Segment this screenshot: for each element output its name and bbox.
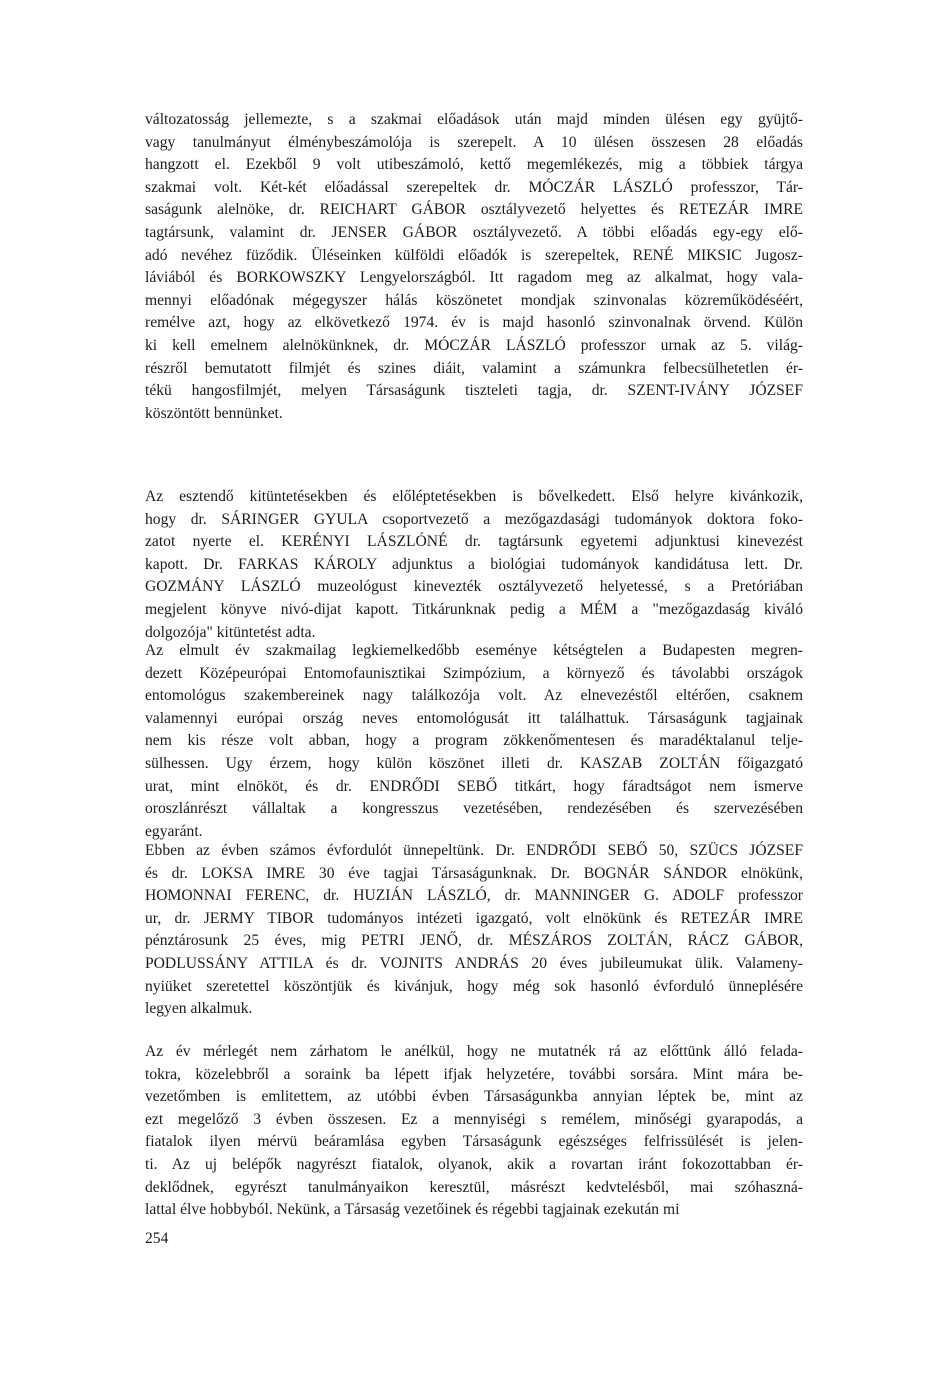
text-line: megjelent könyve nivó-dijat kapott. Titkárunknak pedig a MÉM a "mezőgazdaság kiváló	[145, 600, 803, 618]
text-line: tagtársunk, valamint dr. JENSER GÁBOR osztályvezető. A többi előadás egy-egy elő-	[145, 223, 803, 241]
text-line: ur, dr. JERMY TIBOR tudományos intézeti igazgató, volt elnökünk és RETEZÁR IMRE	[145, 909, 803, 927]
text-line: saságunk alelnöke, dr. REICHART GÁBOR osztályvezető helyettes és RETEZÁR IMRE	[145, 201, 803, 219]
text-line: Az esztendő kitüntetésekben és előléptetésekben is bővelkedett. Első helyre kivánkozik,	[145, 488, 803, 505]
text-line: Az év mérlegét nem zárhatom le anélkül, hogy ne mutatnék rá az előttünk álló felada-	[145, 1043, 803, 1060]
text-line: entomológus szakembereinek nagy találkozója volt. Az elnevezéstől eltérően, csaknem	[145, 687, 803, 705]
text-line: HOMONNAI FERENC, dr. HUZIÁN LÁSZLÓ, dr. MANNINGER G. ADOLF professzor	[145, 887, 803, 905]
text-line: legyen alkalmuk.	[145, 1000, 253, 1018]
paragraph-lectures	[145, 109, 803, 425]
text-line: vezetőmben is emlitettem, az utóbbi évben Társaságunkba annyian léptek be, mint az	[145, 1088, 803, 1106]
text-line: remélve azt, hogy az elkövetkező 1974. év is majd hasonló szinvonalnak örvend. Külön	[145, 314, 803, 332]
text-line: Ebben az évben számos évfordulót ünnepeltünk. Dr. ENDRŐDI SEBŐ 50, SZÜCS JÓZSEF	[145, 842, 803, 859]
text-line: hangzott el. Ezekből 9 volt utibeszámoló, kettő megemlékezés, mig a többiek tárgya	[145, 156, 803, 174]
paragraph-anniversaries	[145, 840, 803, 1021]
text-line: tokra, közelebbről a soraink ba lépett ifjak helyzetére, további sorsára. Mint mára be-	[145, 1065, 803, 1083]
text-line: tékü hangosfilmjét, melyen Társaságunk tiszteleti tagja, dr. SZENT-IVÁNY JÓZSEF	[145, 382, 803, 400]
text-line: részről bemutatott filmjét és szines diáit, valamint a számunkra felbecsülhetetlen ér-	[145, 359, 803, 377]
paragraph-new-members	[145, 1041, 803, 1222]
text-line: vagy tanulmányut élménybeszámolója is szerepelt. A 10 ülésen összesen 28 előadás	[145, 133, 803, 151]
text-line: oroszlánrészt vállaltak a kongresszus vezetésében, rendezésében és szervezésében	[145, 800, 803, 818]
text-line: ti. Az uj belépők nagyrészt fiatalok, olyanok, akik a rovartan iránt fokozottabban ér-	[145, 1155, 803, 1173]
text-line: ezt megelőző 3 évben összesen. Ez a mennyiségi s remélem, minőségi gyarapodás, a	[145, 1110, 803, 1128]
text-line: adó nevéhez füződik. Üléseinken külföldi előadók is szerepeltek, RENÉ MIKSIC Jugosz-	[145, 246, 803, 264]
text-line: ki kell emelnem alelnökünknek, dr. MÓCZÁR LÁSZLÓ professzor urnak az 5. világ-	[145, 336, 803, 354]
text-line: fiatalok ilyen mérvü beáramlása egyben Társaságunk egészséges felfrissülését is jelen-	[145, 1133, 803, 1151]
text-line: kapott. Dr. FARKAS KÁROLY adjunktus a biológiai tudományok kandidátusa lett. Dr.	[145, 555, 803, 573]
text-line: köszöntött bennünket.	[145, 404, 283, 422]
text-line: dolgozója" kitüntetést adta.	[145, 623, 316, 641]
text-line: egyaránt.	[145, 822, 203, 840]
text-line: Az elmult év szakmailag legkiemelkedőbb eseménye kétségtelen a Budapesten megren-	[145, 642, 803, 659]
text-line: lattal élve hobbyból. Nekünk, a Társaság vezetőinek és régebbi tagjainak ezekután mi	[145, 1201, 680, 1219]
text-line: hogy dr. SÁRINGER GYULA csoportvezető a mezőgazdasági tudományok doktora foko-	[145, 510, 803, 528]
text-line: nyiüket szeretettel köszöntjük és kivánjuk, hogy még sok hasonló évforduló ünneplésére	[145, 977, 803, 995]
text-line: dezett Középeurópai Entomofaunisztikai Szimpózium, a környező és távolabbi országok	[145, 664, 803, 682]
paragraph-symposium	[145, 640, 803, 843]
text-line: urat, mint elnököt, és dr. ENDRŐDI SEBŐ titkárt, hogy fáradtságot nem ismerve	[145, 777, 803, 795]
page-number: 254	[145, 1230, 169, 1247]
text-line: mennyi előadónak mégegyszer hálás köszönetet mondjak szinvonalas közreműködéséért,	[145, 291, 803, 309]
text-line: és dr. LOKSA IMRE 30 éve tagjai Társaságunknak. Dr. BOGNÁR SÁNDOR elnökünk,	[145, 864, 803, 882]
text-line: sülhessen. Ugy érzem, hogy külön köszönet illeti dr. KASZAB ZOLTÁN főigazgató	[145, 754, 803, 772]
text-line: zatot nyerte el. KERÉNYI LÁSZLÓNÉ dr. tagtársunk egyetemi adjunktusi kinevezést	[145, 533, 803, 551]
paragraph-awards	[145, 486, 803, 644]
text-line: PODLUSSÁNY ATTILA és dr. VOJNITS ANDRÁS 20 éves jubileumukat ülik. Valameny-	[145, 954, 803, 972]
text-line: változatosság jellemezte, s a szakmai előadások után majd minden ülésen egy gyüjtő-	[145, 111, 803, 128]
text-line: deklődnek, egyrészt tanulmányaikon keresztül, másrészt kedvtelésből, mai szóhaszná-	[145, 1178, 803, 1196]
text-line: GOZMÁNY LÁSZLÓ muzeológust kinevezték osztályvezető helyetessé, s a Pretóriában	[145, 578, 803, 596]
text-line: valamennyi európai ország neves entomológusát itt találhattuk. Társaságunk tagjainak	[145, 709, 803, 727]
text-line: láviából és BORKOWSZKY Lengyelországból. Itt ragadom meg az alkalmat, hogy vala-	[145, 269, 803, 287]
text-line: szakmai volt. Két-két előadással szerepeltek dr. MÓCZÁR LÁSZLÓ professzor, Tár-	[145, 178, 803, 196]
text-line: pénztárosunk 25 éves, mig PETRI JENŐ, dr. MÉSZÁROS ZOLTÁN, RÁCZ GÁBOR,	[145, 932, 803, 950]
text-line: nem kis része volt abban, hogy a program zökkenőmentesen és maradéktalanul telje-	[145, 732, 803, 750]
